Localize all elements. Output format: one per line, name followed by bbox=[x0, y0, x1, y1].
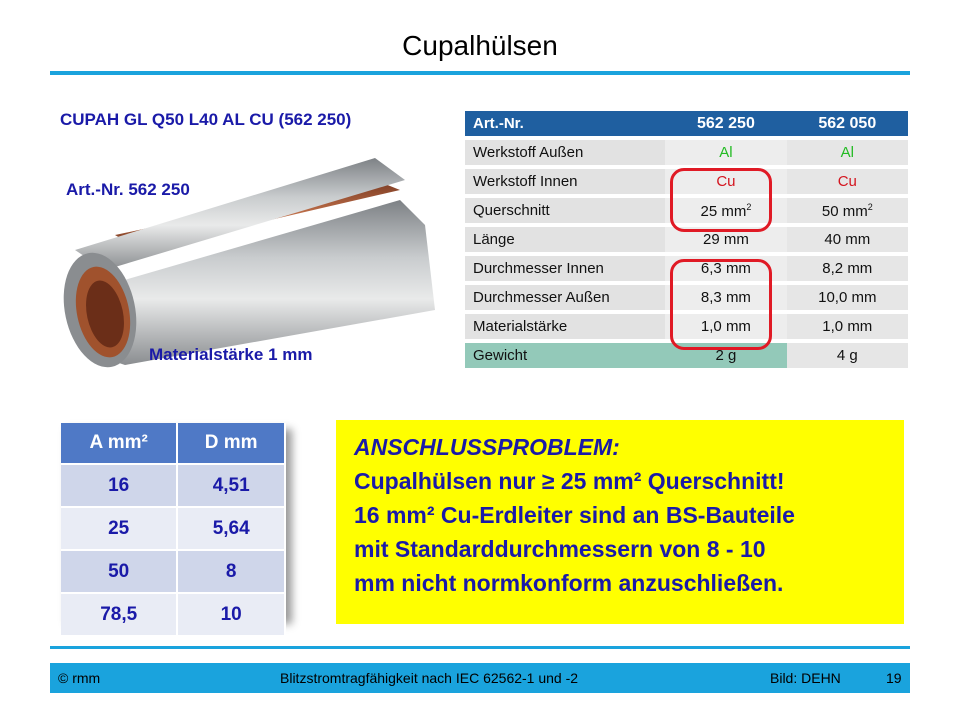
cell: 4,51 bbox=[177, 464, 285, 507]
cell: 25 bbox=[61, 507, 177, 550]
table-row bbox=[61, 550, 285, 593]
cell: 8 bbox=[177, 550, 285, 593]
footer-bar bbox=[50, 663, 910, 693]
notice-line: mit Standarddurchmessern von 8 - 10 bbox=[354, 536, 766, 562]
footer-copyright: © rmm bbox=[58, 670, 101, 686]
notice-line: mm nicht normkonform anzuschließen. bbox=[354, 570, 784, 596]
table-row bbox=[61, 593, 285, 635]
row-label: Materialstärke bbox=[465, 314, 665, 343]
notice-heading: ANSCHLUSSPROBLEM: bbox=[354, 434, 620, 460]
row-value bbox=[787, 198, 908, 227]
cell: 5,64 bbox=[177, 507, 285, 550]
row-value: 1,0 mm bbox=[665, 314, 786, 343]
title-divider bbox=[50, 71, 910, 75]
row-value: 1,0 mm bbox=[787, 314, 908, 343]
cross-section-table bbox=[61, 423, 286, 635]
table-header-row bbox=[61, 423, 285, 464]
row-label: Durchmesser Innen bbox=[465, 256, 665, 285]
footer-divider bbox=[50, 646, 910, 649]
material-thickness-label: Materialstärke 1 mm bbox=[149, 345, 313, 364]
row-value: Al bbox=[665, 140, 786, 169]
product-code: CUPAH GL Q50 L40 AL CU (562 250) bbox=[60, 110, 352, 129]
row-label: Werkstoff Außen bbox=[465, 140, 665, 169]
header-area: A mm² bbox=[61, 423, 177, 464]
notice-box bbox=[336, 420, 904, 624]
cross-section-table-wrapper bbox=[61, 423, 286, 625]
cell: 50 bbox=[61, 550, 177, 593]
value-text: 25 mm bbox=[700, 202, 747, 220]
row-value: Cu bbox=[665, 169, 786, 198]
notice-line: Cupalhülsen nur ≥ 25 mm² Querschnitt! bbox=[354, 468, 785, 494]
row-label: Durchmesser Außen bbox=[465, 285, 665, 314]
row-label: Querschnitt bbox=[465, 198, 665, 227]
page-number: 19 bbox=[886, 670, 902, 686]
row-value: 8,3 mm bbox=[665, 285, 786, 314]
footer-credit: Bild: DEHN bbox=[770, 670, 841, 686]
table-header-row bbox=[465, 111, 908, 140]
highlight-oval-lower bbox=[670, 259, 772, 350]
row-label: Werkstoff Innen bbox=[465, 169, 665, 198]
row-value: 10,0 mm bbox=[787, 285, 908, 314]
header-art-nr: Art.-Nr. bbox=[465, 111, 665, 140]
row-value: 6,3 mm bbox=[665, 256, 786, 285]
row-value: 8,2 mm bbox=[787, 256, 908, 285]
header-562250: 562 250 bbox=[665, 111, 786, 140]
row-label: Gewicht bbox=[465, 343, 665, 372]
row-label: Länge bbox=[465, 227, 665, 256]
table-row bbox=[61, 464, 285, 507]
cupal-sleeve-image bbox=[55, 140, 435, 370]
superscript: 2 bbox=[746, 201, 752, 212]
superscript: 2 bbox=[867, 201, 873, 212]
notice-line: 16 mm² Cu-Erdleiter sind an BS-Bauteile bbox=[354, 502, 795, 528]
cell: 16 bbox=[61, 464, 177, 507]
slide-title: Cupalhülsen bbox=[402, 30, 558, 61]
table-row bbox=[465, 140, 908, 169]
cell: 10 bbox=[177, 593, 285, 635]
value-text: 50 mm bbox=[821, 202, 868, 220]
row-value: Al bbox=[787, 140, 908, 169]
header-562050: 562 050 bbox=[787, 111, 908, 140]
header-diameter: D mm bbox=[177, 423, 285, 464]
row-value: 40 mm bbox=[787, 227, 908, 256]
article-number-label: Art.-Nr. 562 250 bbox=[66, 180, 190, 199]
cell: 78,5 bbox=[61, 593, 177, 635]
row-value: 29 mm bbox=[665, 227, 786, 256]
footer-title: Blitzstromtragfähigkeit nach IEC 62562-1 und -2 bbox=[280, 670, 579, 686]
table-row bbox=[61, 507, 285, 550]
row-value: 2 g bbox=[665, 343, 786, 372]
row-value: 4 g bbox=[787, 343, 908, 372]
highlight-oval-upper bbox=[670, 168, 772, 232]
row-value: Cu bbox=[787, 169, 908, 198]
